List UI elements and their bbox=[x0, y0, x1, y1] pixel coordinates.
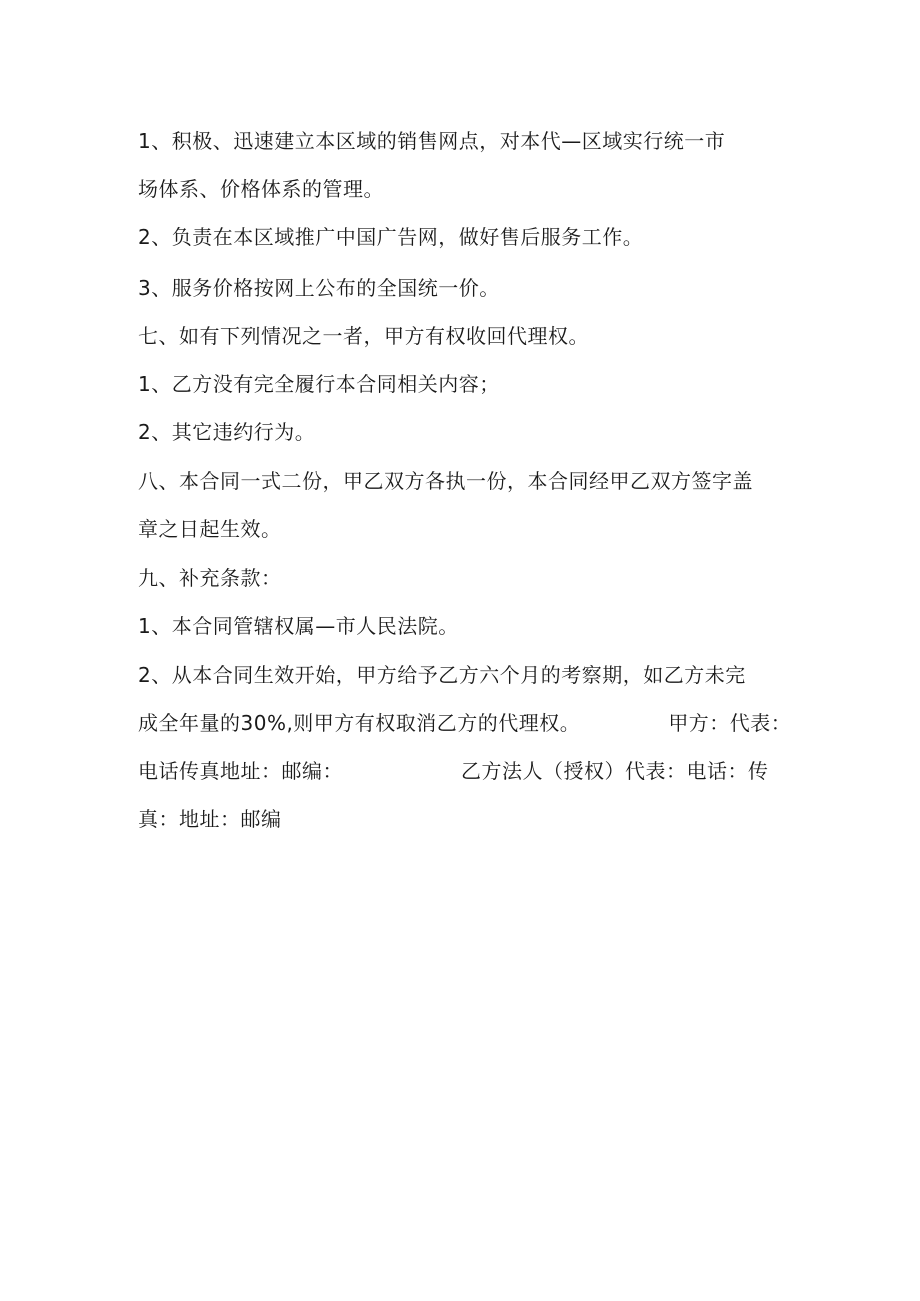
section-heading: 八、本合同一式二份，甲乙双方各执一份，本合同经甲乙双方签字盖 bbox=[138, 469, 753, 493]
text-line bbox=[138, 758, 778, 784]
text-line: 场体系、价格体系的管理。 bbox=[138, 177, 384, 201]
text-line: 章之日起生效。 bbox=[138, 517, 282, 541]
party-a-contact: 电话传真地址：邮编： bbox=[138, 759, 343, 783]
party-a-label: 甲方：代表： bbox=[668, 711, 792, 735]
text-line bbox=[138, 710, 792, 736]
text-line: 3、服务价格按网上公布的全国统一价。 bbox=[138, 276, 500, 300]
text-line: 2、其它违约行为。 bbox=[138, 420, 316, 444]
text-line: 2、从本合同生效开始，甲方给予乙方六个月的考察期，如乙方未完 bbox=[138, 663, 746, 687]
clause-text: 成全年量的30%,则甲方有权取消乙方的代理权。 bbox=[138, 711, 581, 735]
text-line: 1、本合同管辖权属—市人民法院。 bbox=[138, 614, 459, 638]
text-line: 真：地址：邮编 bbox=[138, 807, 282, 831]
text-line: 2、负责在本区域推广中国广告网，做好售后服务工作。 bbox=[138, 225, 644, 249]
text-line: 1、乙方没有完全履行本合同相关内容； bbox=[138, 372, 500, 396]
section-heading: 九、补充条款： bbox=[138, 566, 282, 590]
document-body bbox=[138, 128, 792, 832]
text-line: 1、积极、迅速建立本区域的销售网点，对本代—区域实行统一市 bbox=[138, 129, 726, 153]
section-heading: 七、如有下列情况之一者，甲方有权收回代理权。 bbox=[138, 324, 589, 348]
party-b-label: 乙方法人（授权）代表：电话：传 bbox=[461, 759, 769, 783]
